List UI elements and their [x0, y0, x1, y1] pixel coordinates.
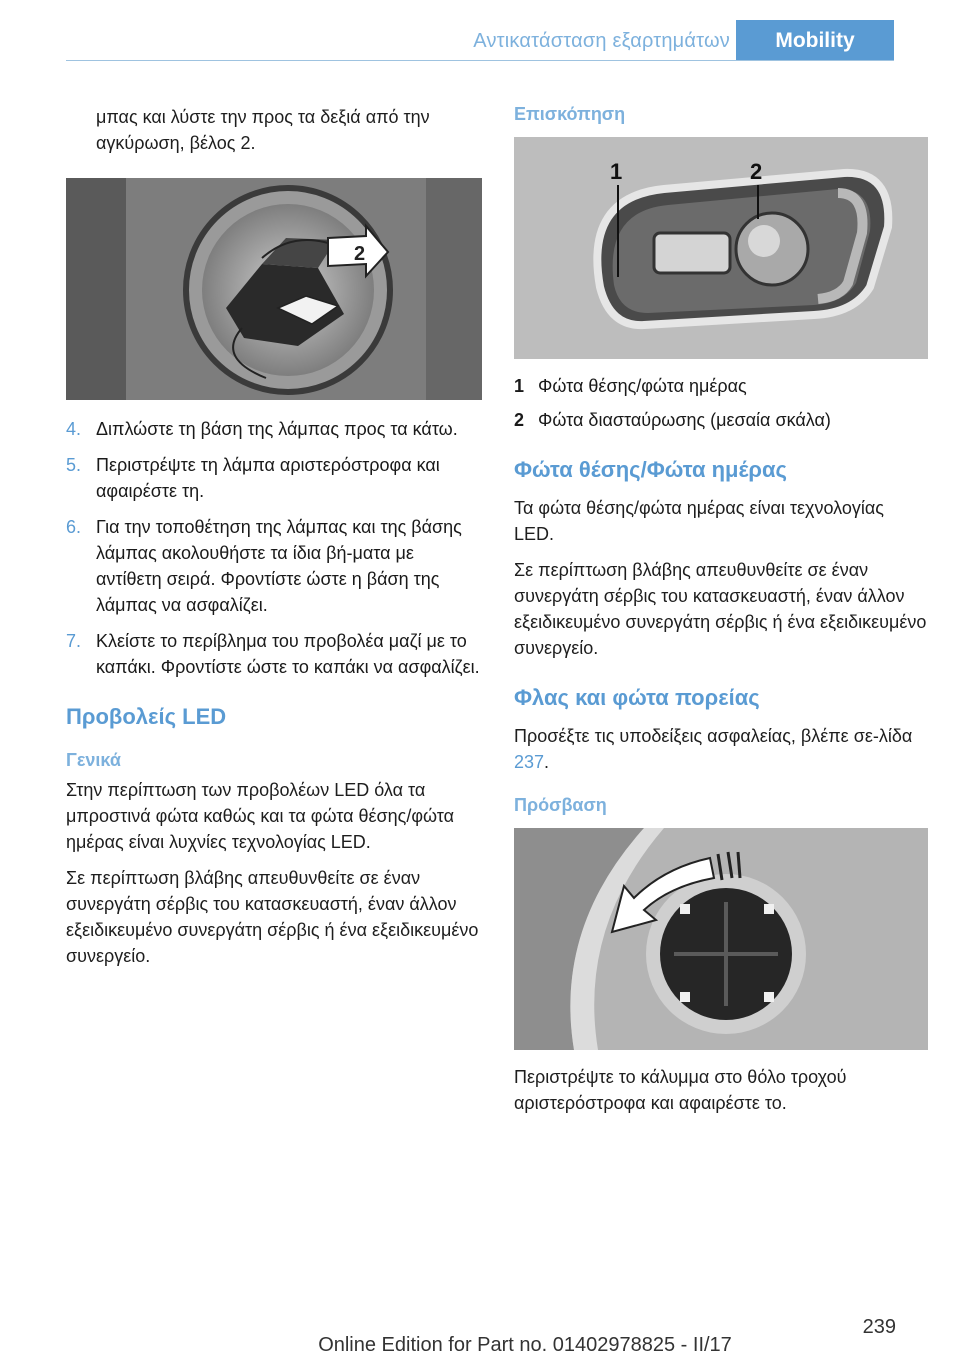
- position-lights-heading: Φώτα θέσης/Φώτα ημέρας: [514, 457, 788, 482]
- legend-number: 1: [514, 376, 525, 396]
- general-paragraph-1: Στην περίπτωση των προβολέων LED όλα τα μπροστινά φώτα καθώς και τα φώτα θέσης/φώτα ημέρας είναι λυχνίες τεχνολογίας LED.: [66, 780, 455, 852]
- step-number: 5.: [66, 455, 82, 475]
- page-header: [0, 20, 960, 62]
- legend-row: [514, 373, 928, 399]
- right-column: [514, 104, 928, 1116]
- list-item: [66, 628, 482, 680]
- safety-reference-end: .: [544, 752, 550, 772]
- access-heading: Πρόσβαση: [514, 795, 607, 815]
- page-reference-link[interactable]: 237: [514, 752, 545, 772]
- position-paragraph-2: Σε περίπτωση βλάβης απευθυνθείτε σε έναν συνεργάτη σέρβις του κατασκευαστή, έναν άλλον εξειδικευμένο συνεργάτη σέρβις ή ένα εξειδικευμένο συνεργείο.: [514, 560, 927, 658]
- led-headlights-heading: Προβολείς LED: [66, 704, 227, 729]
- figure-legend: [514, 373, 928, 433]
- step-text: Κλείστε το περίβλημα του προβολέα μαζί με το καπάκι. Φροντίστε ώστε το καπάκι να ασφαλίζει.: [96, 631, 480, 677]
- steps-list: [66, 416, 482, 680]
- headlight-overview-photo: [514, 137, 928, 359]
- turn-signals-heading: Φλας και φώτα πορείας: [514, 685, 760, 710]
- position-paragraph-1: Τα φώτα θέσης/φώτα ημέρας είναι τεχνολογίας LED.: [514, 498, 884, 544]
- figure-label-1: 1: [610, 159, 623, 184]
- step-number: 6.: [66, 517, 82, 537]
- step-number: 7.: [66, 631, 82, 651]
- general-heading: Γενικά: [66, 750, 121, 770]
- figure-label-2: 2: [750, 159, 763, 184]
- step-text: Για την τοποθέτηση της λάμπας και της βάσης λάμπας ακολουθήστε τα ίδια βή-ματα με αντίθετη σειρά. Φροντίστε ώστε η βάση της λάμπας να ασφαλίζει.: [96, 517, 462, 615]
- legend-number: 2: [514, 410, 525, 430]
- wheel-arch-cover-photo: [514, 828, 928, 1050]
- svg-text:2: 2: [354, 243, 366, 265]
- chapter-tab: Mobility: [736, 20, 894, 61]
- legend-text: Φώτα θέσης/φώτα ημέρας: [538, 376, 747, 396]
- overview-heading: Επισκόπηση: [514, 104, 626, 124]
- step-number: 4.: [66, 419, 82, 439]
- edition-footer: Online Edition for Part no. 01402978825 - II/17: [318, 1334, 732, 1356]
- safety-reference-paragraph: [514, 723, 928, 775]
- section-title: Αντικατάσταση εξαρτημάτων: [473, 30, 730, 52]
- step-text: Διπλώστε τη βάση της λάμπας προς τα κάτω.: [96, 419, 458, 439]
- access-paragraph: Περιστρέψτε το κάλυμμα στο θόλο τροχού αριστερόστροφα και αφαιρέστε το.: [514, 1067, 847, 1113]
- continuation-text: μπας και λύστε την προς τα δεξιά από την αγκύρωση, βέλος 2.: [96, 107, 430, 153]
- page-number: 239: [862, 1316, 896, 1338]
- header-rule: [66, 60, 894, 61]
- general-paragraph-2: Σε περίπτωση βλάβης απευθυνθείτε σε έναν συνεργάτη σέρβις του κατασκευαστή, έναν άλλον εξειδικευμένο συνεργάτη σέρβις ή ένα εξειδικευμένο συνεργείο.: [66, 868, 479, 966]
- safety-reference-text: Προσέξτε τις υποδείξεις ασφαλείας, βλέπε σε-λίδα: [514, 726, 913, 746]
- bulb-socket-photo: [66, 178, 482, 400]
- step-text: Περιστρέψτε τη λάμπα αριστερόστροφα και αφαιρέστε τη.: [96, 455, 440, 501]
- left-column: [66, 104, 482, 969]
- legend-row: [514, 407, 928, 433]
- list-item: [66, 452, 482, 504]
- legend-text: Φώτα διασταύρωσης (μεσαία σκάλα): [538, 410, 831, 430]
- list-item: [66, 416, 482, 442]
- list-item: [66, 514, 482, 618]
